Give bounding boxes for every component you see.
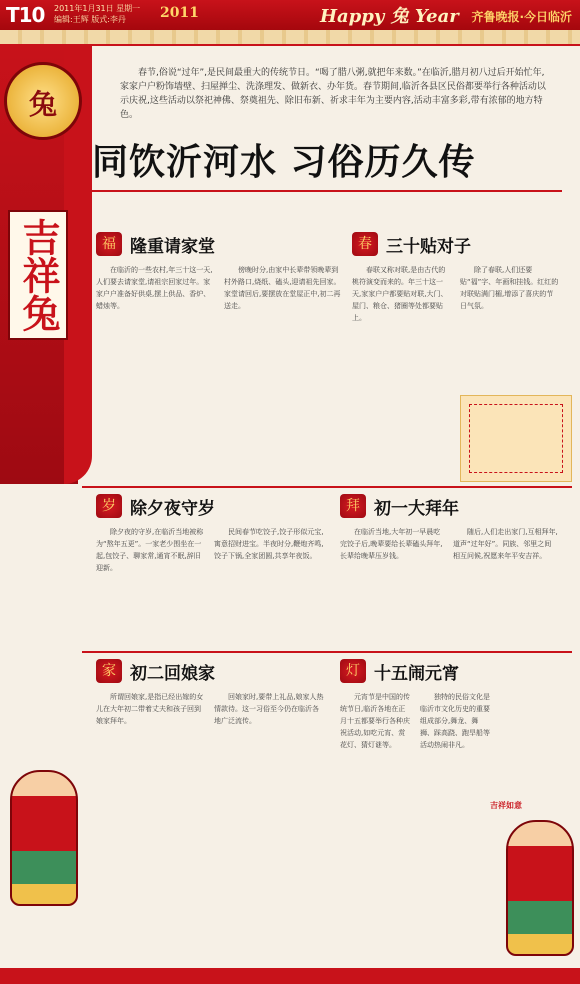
- lantern-icon: 春: [352, 232, 378, 256]
- child-figure-left-icon: [10, 770, 78, 906]
- year-brand: 2011: [160, 5, 199, 21]
- page-number: T10: [6, 3, 45, 27]
- section-new-year-greeting: [340, 492, 570, 636]
- section-text: 在临沂当地,大年初一早晨吃完饺子后,晚辈要给长辈磕头拜年,长辈给晚辈压岁钱。: [340, 528, 443, 560]
- main-headline: 同饮沂河水 习俗历久传: [92, 142, 476, 183]
- section-title: 初二回娘家: [130, 663, 215, 684]
- section-text: 随后,人们走出家门,互相拜年,道声“过年好”。同族、邻里之间相互问候,祝愿来年平安吉祥。: [453, 528, 558, 560]
- date-block: [54, 3, 140, 25]
- section-title: 隆重请家堂: [130, 236, 215, 257]
- banner-text: 吉祥兔: [16, 218, 61, 332]
- section-text: 除了春联,人们还要贴“福”字、年画和挂钱。红红的对联贴满门楣,增添了喜庆的节日气氛。: [460, 266, 559, 310]
- section-divider: [82, 651, 572, 653]
- section-title: 除夕夜守岁: [130, 498, 215, 519]
- section-title: 初一大拜年: [374, 498, 459, 519]
- headline-rule: [92, 190, 562, 192]
- child-figure-right-icon: [506, 820, 574, 956]
- section-text: 除夕夜的守岁,在临沂当地被称为“熬年五更”。一家老少围坐在一起,包饺子、聊家常,通宵不眠,辞旧迎新。: [96, 528, 204, 572]
- section-text: 傍晚时分,由家中长辈带领晚辈到村外路口,烧纸、磕头,迎请祖先回家。家堂请回后,要摆放在堂屋正中,初二再送走。: [224, 266, 341, 310]
- happy-new-year-title: Happy 兔 Year: [320, 6, 459, 27]
- lantern-icon: 家: [96, 659, 122, 683]
- lantern-icon: 福: [96, 232, 122, 256]
- footer-band: [0, 968, 580, 984]
- section-couplets: [352, 230, 572, 414]
- section-text: 独特的民俗文化是临沂市文化历史的重要组成部分,舞龙、舞狮、踩高跷、跑旱船等活动热闹非凡。: [420, 693, 490, 749]
- section-request-ancestors: [96, 230, 356, 464]
- intro-paragraph: 春节,俗说“过年”,是民间最重大的传统节日。“喝了腊八粥,就把年来数。”在临沂,腊月初八过后开始忙年,家家户户粉饰墙壁、扫屋掸尘、洗涤理发、做新衣、办年货。春节期间,临沂各县区民俗都要举行各种活动以示庆祝,这些活动以祭祀神佛、祭奠祖先、除旧布新、祈求丰年为主要内容,活动丰富多彩,带有浓郁的地方特色。: [120, 68, 546, 120]
- section-new-years-eve: [96, 492, 336, 636]
- top-bar: [0, 0, 580, 30]
- section-text: 回娘家时,要带上礼品,娘家人热情款待。这一习俗至今仍在临沂各地广泛流传。: [214, 693, 324, 725]
- section-divider: [82, 486, 572, 488]
- date-line: 2011年1月31日 星期一: [54, 4, 141, 13]
- section-lantern-festival: [340, 657, 500, 951]
- figure-caption: 吉祥如意: [490, 801, 522, 810]
- newspaper-name: 齐鲁晚报·今日临沂: [471, 10, 572, 24]
- couplet-illustration: [460, 395, 572, 482]
- section-text: 民间春节吃饺子,饺子形似元宝,寓意招财进宝。半夜时分,鞭炮齐鸣,饺子下锅,全家团圆,共享年夜饭。: [214, 528, 324, 560]
- section-title: 三十贴对子: [386, 236, 471, 257]
- section-text: 元宵节是中国的传统节日,临沂各地在正月十五都要举行各种庆祝活动,如吃元宵、赏花灯、猜灯谜等。: [340, 693, 410, 749]
- editor-line: 编辑:王辉 版式:李丹: [54, 15, 126, 24]
- section-text: 所谓回娘家,是指已经出嫁的女儿在大年初二带着丈夫和孩子回到娘家拜年。: [96, 693, 204, 725]
- section-visit-parents: [96, 657, 336, 951]
- auspicious-rabbit-banner: [8, 210, 68, 340]
- section-text: 在临沂的一些农村,年三十这一天,人们要去请家堂,请祖宗回家过年。家家户户准备好供桌,摆上供品、香炉、蜡烛等。: [96, 266, 213, 310]
- lantern-icon: 灯: [340, 659, 366, 683]
- section-title: 十五闹元宵: [374, 663, 459, 684]
- section-text: 春联又称对联,是由古代的桃符演变而来的。年三十这一天,家家户户都要贴对联,大门、屋门、粮仓、猪圈等处都要贴上。: [352, 266, 448, 322]
- lantern-icon: 岁: [96, 494, 122, 518]
- lantern-icon: 拜: [340, 494, 366, 518]
- medallion-text: 兔: [28, 88, 57, 121]
- rabbit-medallion-icon: [4, 62, 82, 140]
